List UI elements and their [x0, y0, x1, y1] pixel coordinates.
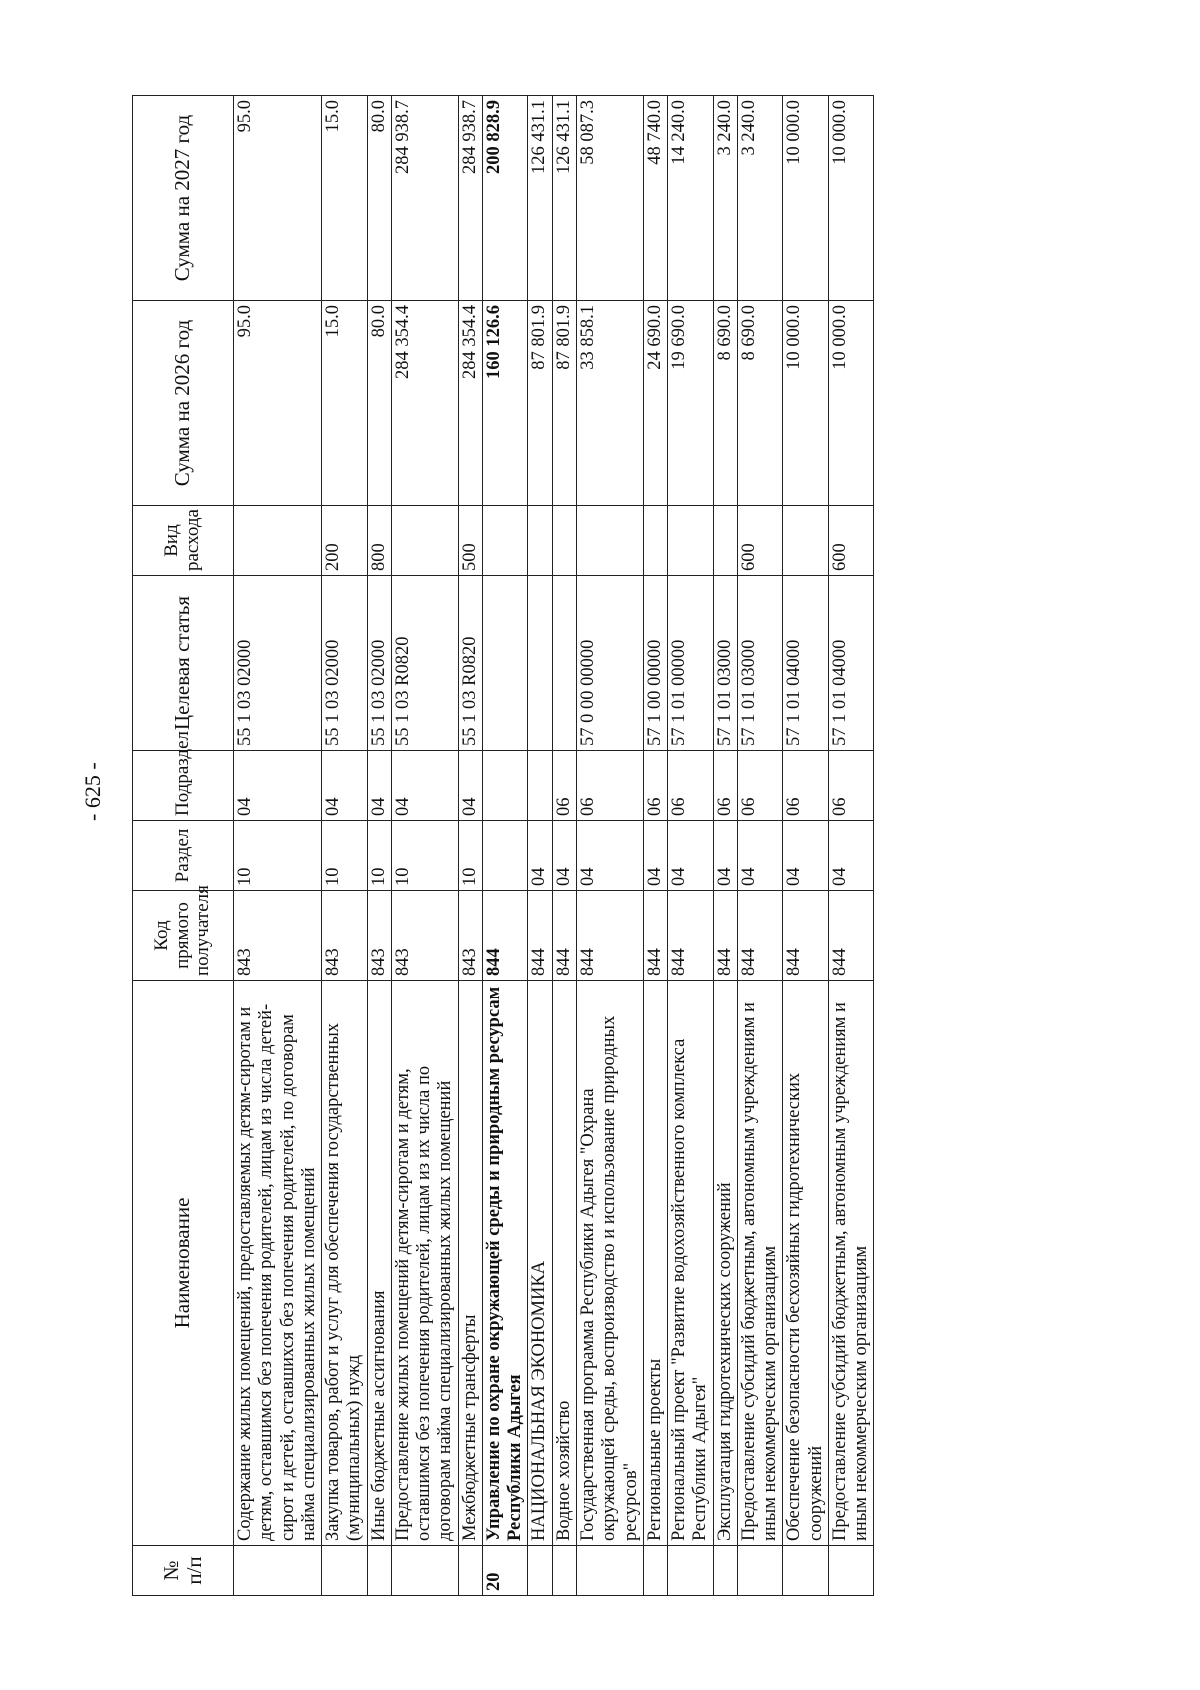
row-number — [552, 1546, 576, 1596]
row-subsection: 04 — [367, 751, 391, 821]
row-expense-type — [482, 506, 528, 576]
row-number — [668, 1546, 714, 1596]
row-subsection: 06 — [576, 751, 643, 821]
row-section: 04 — [783, 821, 829, 891]
row-recipient-code: 844 — [668, 891, 714, 981]
row-number — [234, 1546, 322, 1596]
header-num: № п/п — [133, 1546, 234, 1596]
row-subsection — [528, 751, 552, 821]
row-sum-2026: 33 858.1 — [576, 301, 643, 506]
row-name: Межбюджетные трансферты — [458, 981, 482, 1546]
row-sum-2026: 284 354.4 — [458, 301, 482, 506]
row-sum-2026: 80.0 — [367, 301, 391, 506]
row-sum-2027: 126 431.1 — [528, 96, 552, 301]
table-row — [391, 96, 458, 1596]
header-target: Целевая статья — [133, 576, 234, 751]
table-row — [458, 96, 482, 1596]
table-header-row — [133, 96, 234, 1596]
row-target-article: 57 1 00 00000 — [643, 576, 667, 751]
table-row — [528, 96, 552, 1596]
header-recipient: Код прямого получателя — [133, 891, 234, 981]
row-sum-2026: 95.0 — [234, 301, 322, 506]
row-sum-2026: 15.0 — [322, 301, 368, 506]
row-section: 10 — [322, 821, 368, 891]
row-sum-2027: 200 828.9 — [482, 96, 528, 301]
table-row — [783, 96, 829, 1596]
page-number: - 625 - — [80, 762, 105, 821]
row-expense-type — [643, 506, 667, 576]
row-name: Государственная программа Республики Адыгея "Охрана окружающей среды, воспроизводство и использование природных ресурсов" — [576, 981, 643, 1546]
row-number — [828, 1546, 874, 1596]
row-expense-type: 800 — [367, 506, 391, 576]
row-sum-2027: 95.0 — [234, 96, 322, 301]
row-target-article: 57 0 00 00000 — [576, 576, 643, 751]
row-expense-type: 600 — [737, 506, 783, 576]
row-number — [576, 1546, 643, 1596]
row-number — [322, 1546, 368, 1596]
table-row — [668, 96, 714, 1596]
row-subsection — [482, 751, 528, 821]
row-section: 10 — [391, 821, 458, 891]
row-expense-type — [528, 506, 552, 576]
row-recipient-code: 844 — [737, 891, 783, 981]
row-section: 04 — [713, 821, 737, 891]
row-subsection: 04 — [322, 751, 368, 821]
row-target-article: 57 1 01 03000 — [737, 576, 783, 751]
row-number — [391, 1546, 458, 1596]
row-number — [737, 1546, 783, 1596]
row-sum-2026: 19 690.0 — [668, 301, 714, 506]
row-recipient-code: 844 — [643, 891, 667, 981]
row-recipient-code: 843 — [391, 891, 458, 981]
row-expense-type: 500 — [458, 506, 482, 576]
row-sum-2027: 284 938.7 — [458, 96, 482, 301]
row-number — [367, 1546, 391, 1596]
row-target-article: 55 1 03 02000 — [234, 576, 322, 751]
row-subsection: 06 — [713, 751, 737, 821]
row-subsection: 06 — [668, 751, 714, 821]
row-recipient-code: 844 — [482, 891, 528, 981]
row-section: 10 — [367, 821, 391, 891]
header-expense: Вид расхода — [133, 506, 234, 576]
row-section: 10 — [234, 821, 322, 891]
row-target-article: 57 1 01 04000 — [783, 576, 829, 751]
row-target-article: 55 1 03 R0820 — [391, 576, 458, 751]
row-sum-2026: 24 690.0 — [643, 301, 667, 506]
row-sum-2027: 80.0 — [367, 96, 391, 301]
row-sum-2027: 3 240.0 — [737, 96, 783, 301]
table-row — [643, 96, 667, 1596]
table-row — [576, 96, 643, 1596]
row-sum-2027: 284 938.7 — [391, 96, 458, 301]
row-target-article — [528, 576, 552, 751]
row-name: Водное хозяйство — [552, 981, 576, 1546]
row-name: Управление по охране окружающей среды и природным ресурсам Республики Адыгея — [482, 981, 528, 1546]
row-recipient-code: 843 — [367, 891, 391, 981]
row-recipient-code: 844 — [713, 891, 737, 981]
row-sum-2027: 48 740.0 — [643, 96, 667, 301]
row-number — [643, 1546, 667, 1596]
row-section: 04 — [828, 821, 874, 891]
row-sum-2027: 14 240.0 — [668, 96, 714, 301]
row-name: Предоставление жилых помещений детям-сиротам и детям, оставшимся без попечения родителей, лицам из их числа по договорам найма специализированных жилых помещений — [391, 981, 458, 1546]
header-sum-2027: Сумма на 2027 год — [133, 96, 234, 301]
row-recipient-code: 843 — [322, 891, 368, 981]
row-subsection: 06 — [737, 751, 783, 821]
row-subsection: 04 — [458, 751, 482, 821]
row-expense-type — [391, 506, 458, 576]
row-sum-2026: 87 801.9 — [552, 301, 576, 506]
row-sum-2027: 58 087.3 — [576, 96, 643, 301]
row-name: Предоставление субсидий бюджетным, автономным учреждениям и иным некоммерческим организациям — [828, 981, 874, 1546]
table-row — [713, 96, 737, 1596]
row-section: 04 — [576, 821, 643, 891]
row-target-article: 57 1 01 03000 — [713, 576, 737, 751]
header-section: Раздел — [133, 821, 234, 891]
row-number — [783, 1546, 829, 1596]
row-sum-2027: 126 431.1 — [552, 96, 576, 301]
row-expense-type: 200 — [322, 506, 368, 576]
row-sum-2026: 160 126.6 — [482, 301, 528, 506]
row-recipient-code: 844 — [528, 891, 552, 981]
row-section: 10 — [458, 821, 482, 891]
row-section: 04 — [668, 821, 714, 891]
row-number — [528, 1546, 552, 1596]
table-row — [482, 96, 528, 1596]
row-name: Содержание жилых помещений, предоставляемых детям-сиротам и детям, оставшимся без попечения родителей, лицам из числа детей-сирот и детей, оставшихся без попечения родителей, по договорам найма специализированных жилых помещений — [234, 981, 322, 1546]
row-expense-type — [234, 506, 322, 576]
row-target-article: 55 1 03 R0820 — [458, 576, 482, 751]
row-name: Иные бюджетные ассигнования — [367, 981, 391, 1546]
row-sum-2026: 284 354.4 — [391, 301, 458, 506]
row-name: Закупка товаров, работ и услуг для обеспечения государственных (муниципальных) нужд — [322, 981, 368, 1546]
row-sum-2027: 3 240.0 — [713, 96, 737, 301]
row-target-article — [482, 576, 528, 751]
row-number — [458, 1546, 482, 1596]
header-name: Наименование — [133, 981, 234, 1546]
row-section: 04 — [528, 821, 552, 891]
budget-table — [132, 95, 874, 1596]
row-subsection: 06 — [783, 751, 829, 821]
row-sum-2027: 10 000.0 — [828, 96, 874, 301]
header-subsection: Подраздел — [133, 751, 234, 821]
row-name: Обеспечение безопасности бесхозяйных гидротехнических сооружений — [783, 981, 829, 1546]
row-section: 04 — [552, 821, 576, 891]
row-expense-type — [576, 506, 643, 576]
header-sum-2026: Сумма на 2026 год — [133, 301, 234, 506]
row-section: 04 — [737, 821, 783, 891]
row-name: Региональный проект "Развитие водохозяйственного комплекса Республики Адыгея" — [668, 981, 714, 1546]
table-row — [234, 96, 322, 1596]
row-subsection: 06 — [552, 751, 576, 821]
row-section: 04 — [643, 821, 667, 891]
row-sum-2026: 8 690.0 — [737, 301, 783, 506]
row-expense-type — [783, 506, 829, 576]
row-recipient-code: 844 — [552, 891, 576, 981]
budget-table-container — [132, 96, 1200, 1596]
row-recipient-code: 843 — [458, 891, 482, 981]
row-expense-type — [552, 506, 576, 576]
row-target-article: 57 1 01 00000 — [668, 576, 714, 751]
row-recipient-code: 844 — [828, 891, 874, 981]
row-subsection: 04 — [234, 751, 322, 821]
row-sum-2026: 10 000.0 — [828, 301, 874, 506]
row-name: Региональные проекты — [643, 981, 667, 1546]
row-expense-type — [713, 506, 737, 576]
table-row — [322, 96, 368, 1596]
row-target-article: 55 1 03 02000 — [322, 576, 368, 751]
row-recipient-code: 843 — [234, 891, 322, 981]
row-section — [482, 821, 528, 891]
row-subsection: 06 — [828, 751, 874, 821]
row-target-article: 57 1 01 04000 — [828, 576, 874, 751]
row-sum-2026: 87 801.9 — [528, 301, 552, 506]
table-row — [552, 96, 576, 1596]
row-recipient-code: 844 — [783, 891, 829, 981]
table-row — [367, 96, 391, 1596]
row-expense-type — [668, 506, 714, 576]
row-target-article — [552, 576, 576, 751]
row-target-article: 55 1 03 02000 — [367, 576, 391, 751]
row-recipient-code: 844 — [576, 891, 643, 981]
row-sum-2027: 15.0 — [322, 96, 368, 301]
row-name: НАЦИОНАЛЬНАЯ ЭКОНОМИКА — [528, 981, 552, 1546]
row-subsection: 04 — [391, 751, 458, 821]
row-sum-2026: 8 690.0 — [713, 301, 737, 506]
table-row — [828, 96, 874, 1596]
row-number — [713, 1546, 737, 1596]
row-subsection: 06 — [643, 751, 667, 821]
row-name: Эксплуатация гидротехнических сооружений — [713, 981, 737, 1546]
row-sum-2027: 10 000.0 — [783, 96, 829, 301]
row-number: 20 — [482, 1546, 528, 1596]
row-expense-type: 600 — [828, 506, 874, 576]
row-name: Предоставление субсидий бюджетным, автономным учреждениям и иным некоммерческим организациям — [737, 981, 783, 1546]
table-row — [737, 96, 783, 1596]
row-sum-2026: 10 000.0 — [783, 301, 829, 506]
